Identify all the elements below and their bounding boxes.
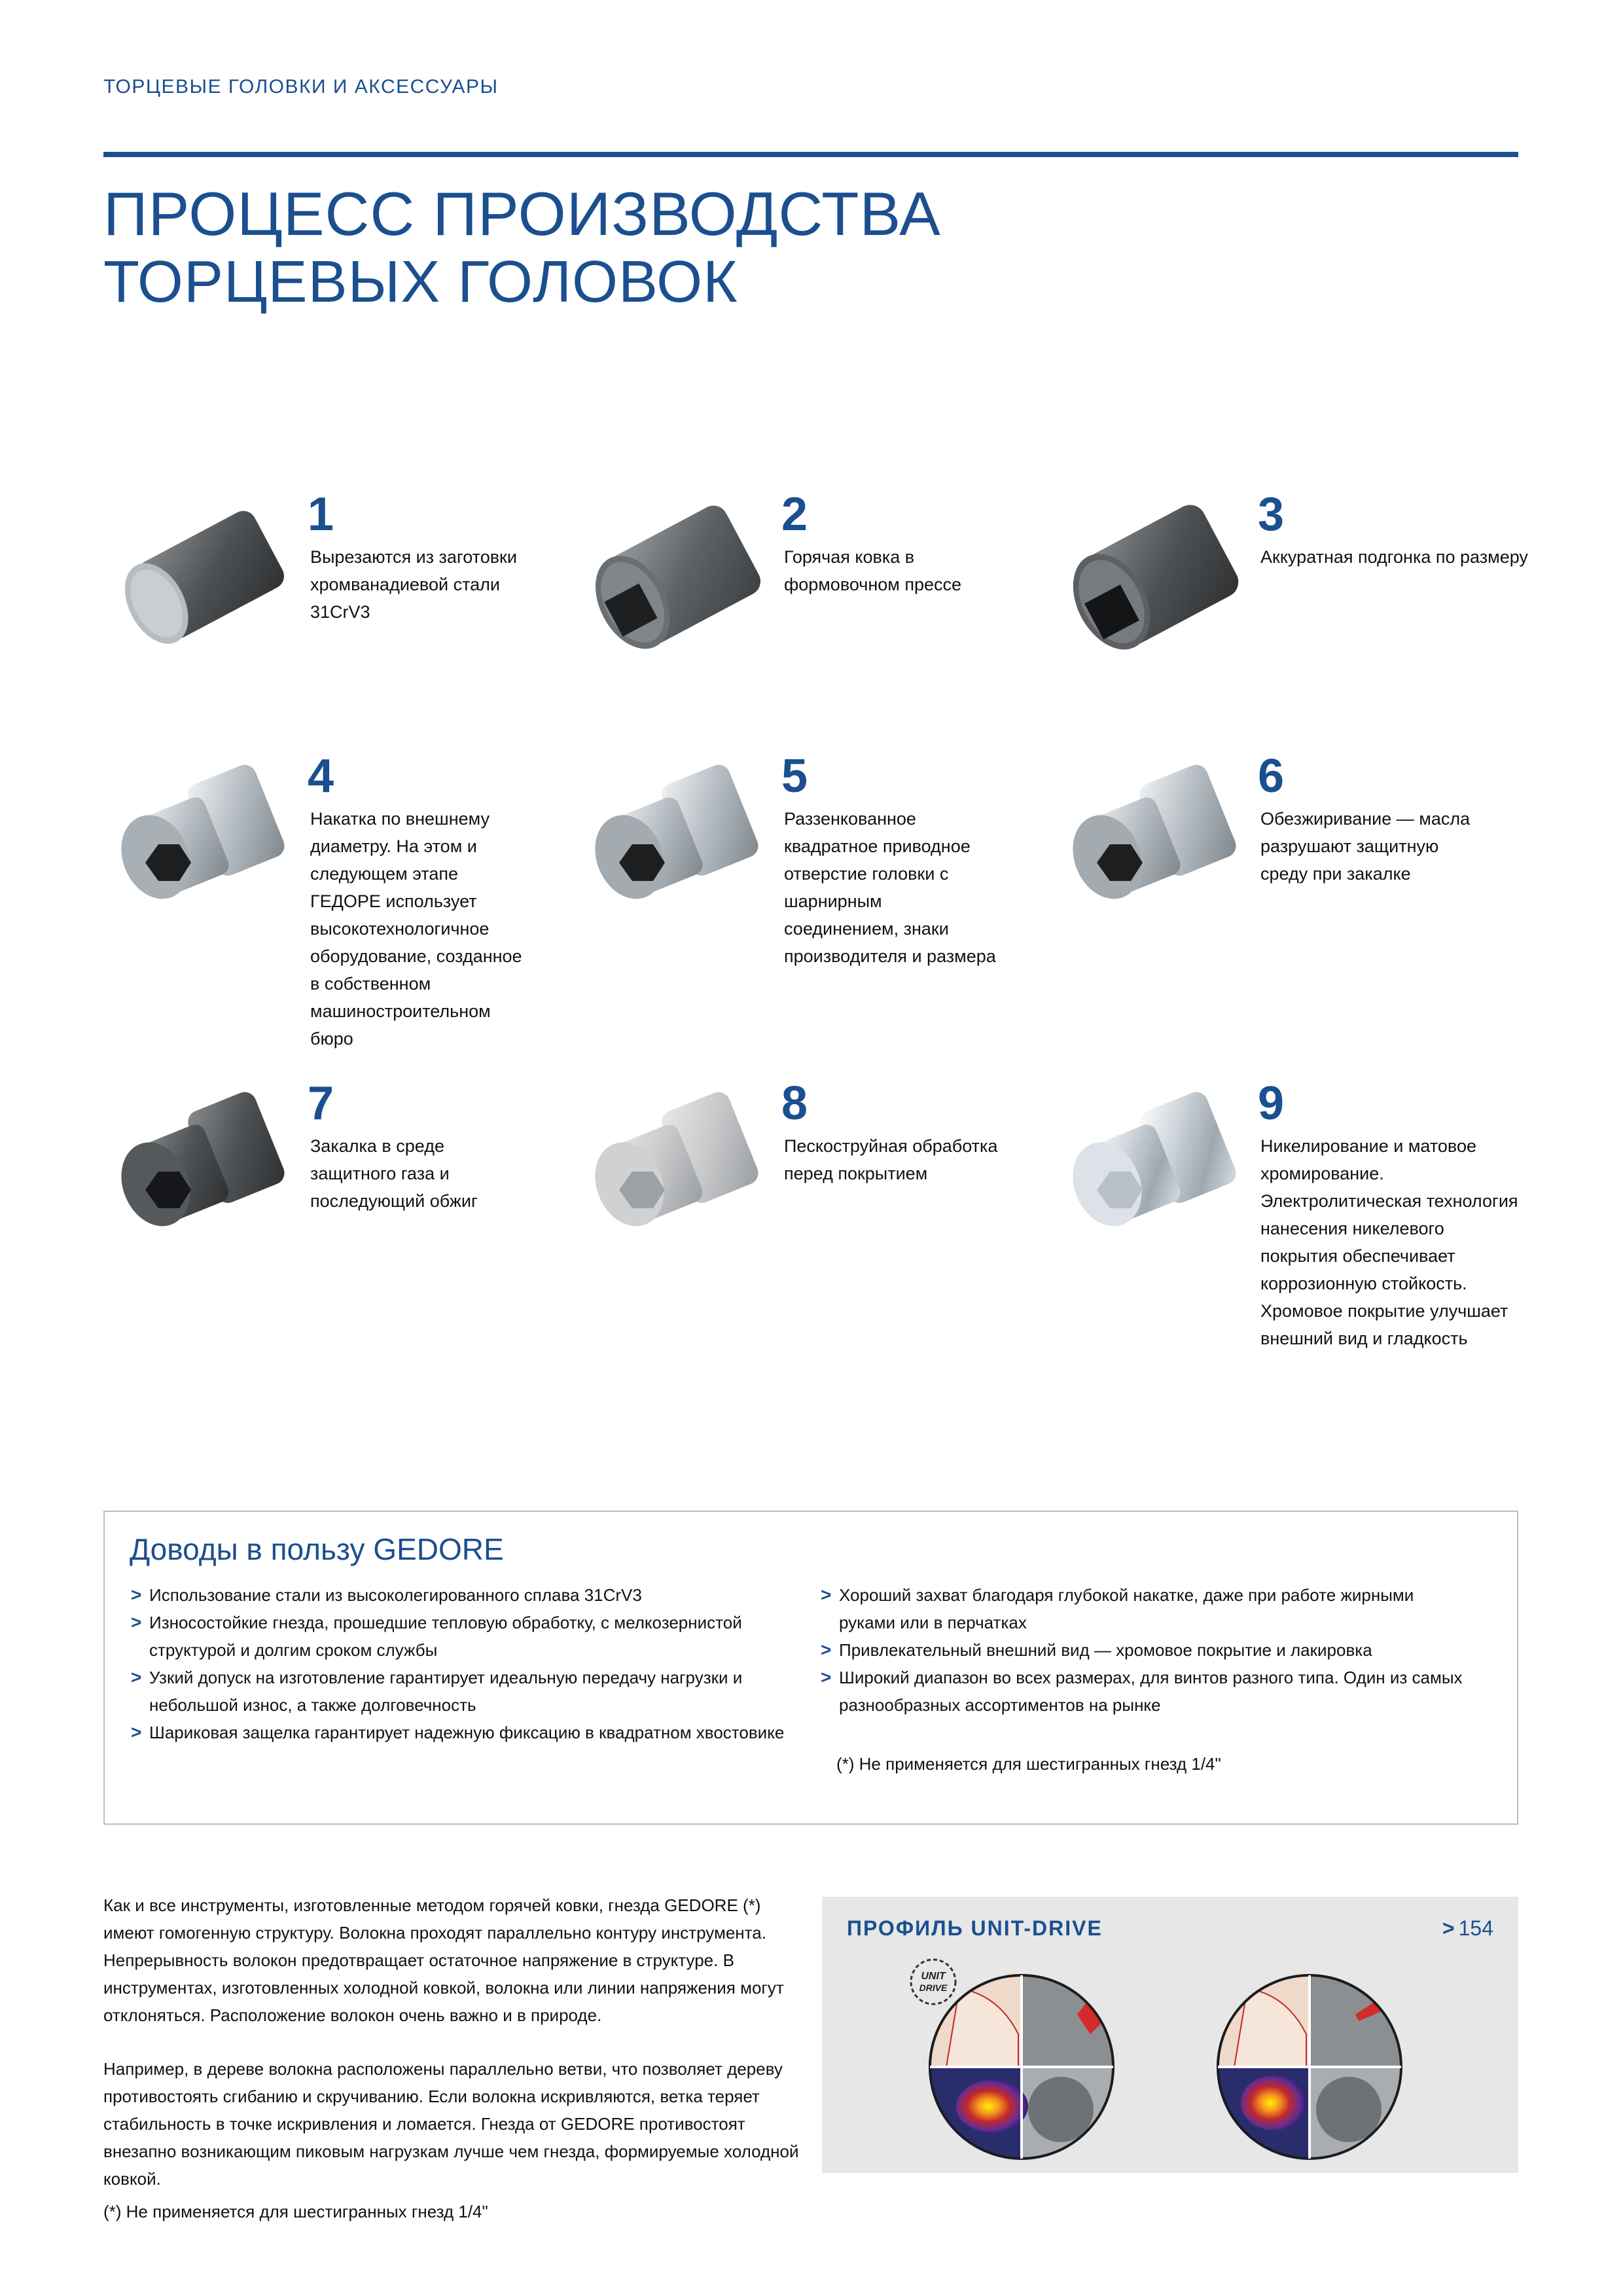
- forged-blank-image: [581, 484, 771, 674]
- step-number: 9: [1258, 1077, 1285, 1130]
- svg-text:DRIVE: DRIVE: [919, 1982, 948, 1993]
- step-number: 1: [308, 488, 334, 541]
- panel-title: ПРОФИЛЬ UNIT-DRIVE: [847, 1916, 1103, 1940]
- advantage-item: > Узкий допуск на изготовление гарантирует идеальную передачу нагрузки и небольшой износ, а также долговечность: [130, 1664, 810, 1719]
- degreased-socket-image: [1059, 746, 1249, 936]
- knurled-socket-image: [107, 746, 297, 936]
- svg-text:UNIT: UNIT: [921, 1971, 946, 1982]
- body-paragraph: Как и все инструменты, изготовленные методом горячей ковки, гнезда GEDORE (*) имеют гомогенную структуру. Волокна проходят параллельно контуру инструмента. Непрерывность волокон предотвращает остаточное напряжение в структуре. В инструментах, изготовленных холодной ковкой, волокна или линии напряжения могут отклоняться. Расположение волокон очень важно и в природе.: [103, 1895, 784, 2025]
- header-rule: [103, 152, 1518, 157]
- step-description: Пескоструйная обработка перед покрытием: [784, 1136, 998, 1183]
- page-subtitle: ТОРЦЕВЫХ ГОЛОВОК: [103, 249, 738, 315]
- chevron-right-icon: >: [131, 1585, 142, 1605]
- process-step-3: [1059, 484, 1528, 759]
- page-reference-number: 154: [1458, 1916, 1493, 1940]
- step-number: 5: [781, 750, 808, 802]
- process-step-2: [581, 484, 1000, 759]
- hardened-socket-image: [107, 1073, 297, 1263]
- advantage-item: > Износостойкие гнезда, прошедшие тепловую обработку, с мелкозернистой структурой и долгим сроком службы: [130, 1609, 810, 1664]
- page-title: ПРОЦЕСС ПРОИЗВОДСТВА: [103, 179, 941, 248]
- body-paragraph: Например, в дереве волокна расположены параллельно ветви, что позволяет дереву противостоять сгибанию и скручиванию. Если волокна искривляются, ветка теряет стабильность в точке искривления и ломается. Гнезда от GEDORE противостоят внезапно возникающим пиковым нагрузкам лучше чем гнезда, формируемые холодной ковкой.: [103, 2059, 799, 2189]
- step-number: 8: [781, 1077, 808, 1130]
- advantage-item: > Широкий диапазон во всех размерах, для винтов разного типа. Один из самых разнообразных ассортиментов на рынке: [819, 1664, 1474, 1719]
- process-step-8: [581, 1073, 1000, 1348]
- process-step-5: [581, 746, 1000, 1021]
- chevron-right-icon: >: [1442, 1916, 1455, 1940]
- chevron-right-icon: >: [131, 1612, 142, 1632]
- step-number: 7: [308, 1077, 334, 1130]
- process-step-1: [107, 484, 526, 759]
- body-text: [103, 1892, 810, 2219]
- unit-drive-diagram: [1208, 1962, 1418, 2165]
- chevron-right-icon: >: [131, 1667, 142, 1687]
- step-description: Никелирование и матовое хромирование. Электролитическая технология нанесения никелевого покрытия обеспечивает коррозионную стойкость. Хромовое покрытие улучшает внешний вид и гладкость: [1260, 1136, 1518, 1348]
- process-step-9: [1059, 1073, 1518, 1348]
- unit-drive-diagram: [920, 1962, 1130, 2165]
- step-number: 2: [781, 488, 808, 541]
- advantage-item: > Использование стали из высоколегированного сплава 31CrV3: [130, 1581, 810, 1609]
- page-reference-link[interactable]: [1442, 1916, 1493, 1941]
- sized-blank-image: [1059, 484, 1249, 674]
- advantages-left-column: [130, 1581, 810, 1746]
- chevron-right-icon: >: [821, 1640, 832, 1660]
- chevron-right-icon: >: [821, 1585, 832, 1605]
- step-number: 4: [308, 750, 334, 802]
- advantages-right-column: [819, 1581, 1474, 1719]
- advantages-title: Доводы в пользу GEDORE: [130, 1532, 504, 1566]
- countersunk-socket-image: [581, 746, 771, 936]
- advantage-item: > Привлекательный внешний вид — хромовое покрытие и лакировка: [819, 1636, 1474, 1664]
- step-description: Раззенкованное квадратное приводное отверстие головки с шарнирным соединением, знаки производителя и размера: [784, 809, 996, 966]
- step-description: Горячая ковка в формовочном прессе: [784, 547, 962, 594]
- step-description: Закалка в среде защитного газа и последующий обжиг: [310, 1136, 478, 1211]
- advantages-footnote: (*) Не применяется для шестигранных гнезд 1/4": [836, 1754, 1221, 1774]
- step-description: Обезжиривание — масла разрушают защитную среду при закалке: [1260, 809, 1471, 884]
- step-description: Накатка по внешнему диаметру. На этом и следующем этапе ГЕДОРЕ использует высокотехнологичное оборудование, созданное в собственном машиностроительном бюро: [310, 809, 522, 1049]
- steel-blank-image: [107, 484, 297, 674]
- chevron-right-icon: >: [131, 1722, 142, 1742]
- process-step-4: [107, 746, 526, 1049]
- advantages-box: [103, 1511, 1518, 1825]
- step-number: 3: [1258, 488, 1285, 541]
- chrome-socket-image: [1059, 1073, 1249, 1263]
- section-label: ТОРЦЕВЫЕ ГОЛОВКИ И АКСЕССУАРЫ: [103, 76, 499, 98]
- advantage-item: > Хороший захват благодаря глубокой накатке, даже при работе жирными руками или в перчатках: [819, 1581, 1474, 1636]
- chevron-right-icon: >: [821, 1667, 832, 1687]
- step-description: Аккуратная подгонка по размеру: [1260, 547, 1528, 567]
- unit-drive-panel: [822, 1897, 1518, 2173]
- advantage-item: > Шариковая защелка гарантирует надежную фиксацию в квадратном хвостовике: [130, 1719, 810, 1746]
- sandblasted-socket-image: [581, 1073, 771, 1263]
- process-step-7: [107, 1073, 526, 1348]
- process-step-6: [1059, 746, 1478, 1021]
- step-number: 6: [1258, 750, 1285, 802]
- body-footnote: (*) Не применяется для шестигранных гнезд 1/4": [103, 2202, 488, 2221]
- step-description: Вырезаются из заготовки хромванадиевой стали 31CrV3: [310, 547, 517, 622]
